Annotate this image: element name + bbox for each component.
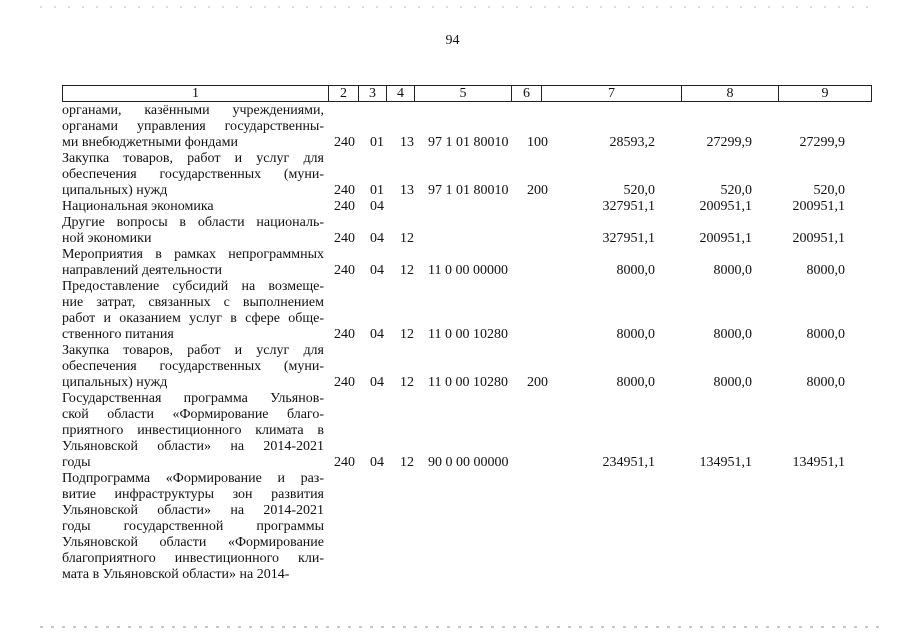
description-line: обеспечения государственных (муни- <box>62 167 324 182</box>
cell-c7: 234951,1 <box>602 455 655 470</box>
cell-c4: 12 <box>400 327 414 342</box>
table-row <box>62 279 847 343</box>
cell-c2: 240 <box>334 183 355 198</box>
description-line: ственного питания <box>62 327 174 342</box>
cell-c9: 520,0 <box>813 183 845 198</box>
table-row <box>62 151 847 199</box>
row-description <box>62 471 328 583</box>
description-line: годы государственной программы <box>62 519 324 534</box>
header-col-1: 1 <box>63 86 329 102</box>
description-line: Закупка товаров, работ и услуг для <box>62 151 324 166</box>
cell-c9: 134951,1 <box>792 455 845 470</box>
cell-c2: 240 <box>334 327 355 342</box>
cell-c9: 8000,0 <box>806 327 845 342</box>
row-description <box>62 343 328 391</box>
cell-c4: 12 <box>400 455 414 470</box>
cell-c3: 04 <box>370 327 384 342</box>
description-line: работ и оказанием услуг в сфере обще- <box>62 311 324 326</box>
description-line: органами управления государственны- <box>62 119 324 134</box>
header-col-5: 5 <box>415 86 512 102</box>
row-description <box>62 199 328 215</box>
cell-c4: 12 <box>400 231 414 246</box>
cell-c2: 240 <box>334 199 355 214</box>
description-line: ской области «Формирование благо- <box>62 407 324 422</box>
description-line: обеспечения государственных (муни- <box>62 359 324 374</box>
description-line: приятного инвестиционного климата в <box>62 423 324 438</box>
table-row <box>62 471 847 583</box>
table-row <box>62 215 847 247</box>
description-line: Предоставление субсидий на возмеще- <box>62 279 324 294</box>
cell-c8: 520,0 <box>720 183 752 198</box>
description-line: Ульяновской области «Формирование <box>62 535 324 550</box>
page-number: 94 <box>445 33 460 48</box>
description-line: ми внебюджетными фондами <box>62 135 238 150</box>
header-col-4: 4 <box>387 86 415 102</box>
table-row <box>62 199 847 215</box>
header-col-2: 2 <box>329 86 359 102</box>
description-line: мата в Ульяновской области» на 2014- <box>62 567 290 582</box>
cell-c8: 134951,1 <box>699 455 752 470</box>
cell-c8: 8000,0 <box>713 327 752 342</box>
table-header <box>62 85 872 102</box>
cell-c4: 12 <box>400 263 414 278</box>
cell-c7: 327951,1 <box>602 231 655 246</box>
description-line: органами, казёнными учреждениями, <box>62 103 324 118</box>
scan-artifact-bottom <box>40 626 880 628</box>
cell-c5: 97 1 01 80010 <box>428 135 509 150</box>
header-col-8: 8 <box>682 86 779 102</box>
header-col-6: 6 <box>512 86 542 102</box>
cell-c7: 520,0 <box>623 183 655 198</box>
cell-c9: 200951,1 <box>792 199 845 214</box>
cell-c6: 200 <box>527 375 548 390</box>
description-line: Национальная экономика <box>62 199 214 214</box>
header-col-3: 3 <box>359 86 387 102</box>
cell-c2: 240 <box>334 375 355 390</box>
cell-c8: 27299,9 <box>706 135 752 150</box>
cell-c9: 8000,0 <box>806 375 845 390</box>
cell-c3: 04 <box>370 375 384 390</box>
cell-c2: 240 <box>334 231 355 246</box>
description-line: витие инфраструктуры зон развития <box>62 487 324 502</box>
cell-c3: 04 <box>370 231 384 246</box>
cell-c2: 240 <box>334 263 355 278</box>
cell-c7: 28593,2 <box>609 135 655 150</box>
cell-c2: 240 <box>334 135 355 150</box>
row-description <box>62 103 328 151</box>
header-col-7: 7 <box>542 86 682 102</box>
description-line: ние затрат, связанных с выполнением <box>62 295 324 310</box>
description-line: Ульяновской области» на 2014-2021 <box>62 439 324 454</box>
table-body <box>62 103 847 583</box>
cell-c5: 11 0 00 00000 <box>428 263 508 278</box>
cell-c2: 240 <box>334 455 355 470</box>
cell-c5: 90 0 00 00000 <box>428 455 509 470</box>
row-description <box>62 151 328 199</box>
description-line: Мероприятия в рамках непрограммных <box>62 247 324 262</box>
description-line: Ульяновской области» на 2014-2021 <box>62 503 324 518</box>
cell-c8: 8000,0 <box>713 375 752 390</box>
cell-c3: 01 <box>370 135 384 150</box>
cell-c3: 04 <box>370 455 384 470</box>
description-line: направлений деятельности <box>62 263 222 278</box>
cell-c9: 200951,1 <box>792 231 845 246</box>
cell-c5: 11 0 00 10280 <box>428 375 508 390</box>
description-line: Подпрограмма «Формирование и раз- <box>62 471 324 486</box>
cell-c3: 04 <box>370 263 384 278</box>
cell-c4: 12 <box>400 375 414 390</box>
description-line: годы <box>62 455 91 470</box>
table-row <box>62 247 847 279</box>
description-line: ной экономики <box>62 231 152 246</box>
cell-c9: 8000,0 <box>806 263 845 278</box>
scan-artifact-top <box>40 6 880 8</box>
description-line: благоприятного инвестиционного кли- <box>62 551 324 566</box>
description-line: Закупка товаров, работ и услуг для <box>62 343 324 358</box>
table-row <box>62 391 847 471</box>
row-description <box>62 247 328 279</box>
cell-c7: 8000,0 <box>616 263 655 278</box>
row-description <box>62 279 328 343</box>
cell-c6: 100 <box>527 135 548 150</box>
description-line: ципальных) нужд <box>62 375 168 390</box>
cell-c8: 8000,0 <box>713 263 752 278</box>
header-col-9: 9 <box>779 86 872 102</box>
description-line: Другие вопросы в области националь- <box>62 215 324 230</box>
table-row <box>62 343 847 391</box>
cell-c4: 13 <box>400 183 414 198</box>
cell-c7: 8000,0 <box>616 327 655 342</box>
cell-c6: 200 <box>527 183 548 198</box>
cell-c3: 01 <box>370 183 384 198</box>
row-description <box>62 215 328 247</box>
cell-c5: 11 0 00 10280 <box>428 327 508 342</box>
description-line: ципальных) нужд <box>62 183 168 198</box>
cell-c3: 04 <box>370 199 384 214</box>
row-description <box>62 391 328 471</box>
cell-c8: 200951,1 <box>699 231 752 246</box>
description-line: Государственная программа Ульянов- <box>62 391 324 406</box>
table-row <box>62 103 847 151</box>
cell-c5: 97 1 01 80010 <box>428 183 509 198</box>
cell-c9: 27299,9 <box>799 135 845 150</box>
cell-c8: 200951,1 <box>699 199 752 214</box>
cell-c4: 13 <box>400 135 414 150</box>
cell-c7: 327951,1 <box>602 199 655 214</box>
cell-c7: 8000,0 <box>616 375 655 390</box>
